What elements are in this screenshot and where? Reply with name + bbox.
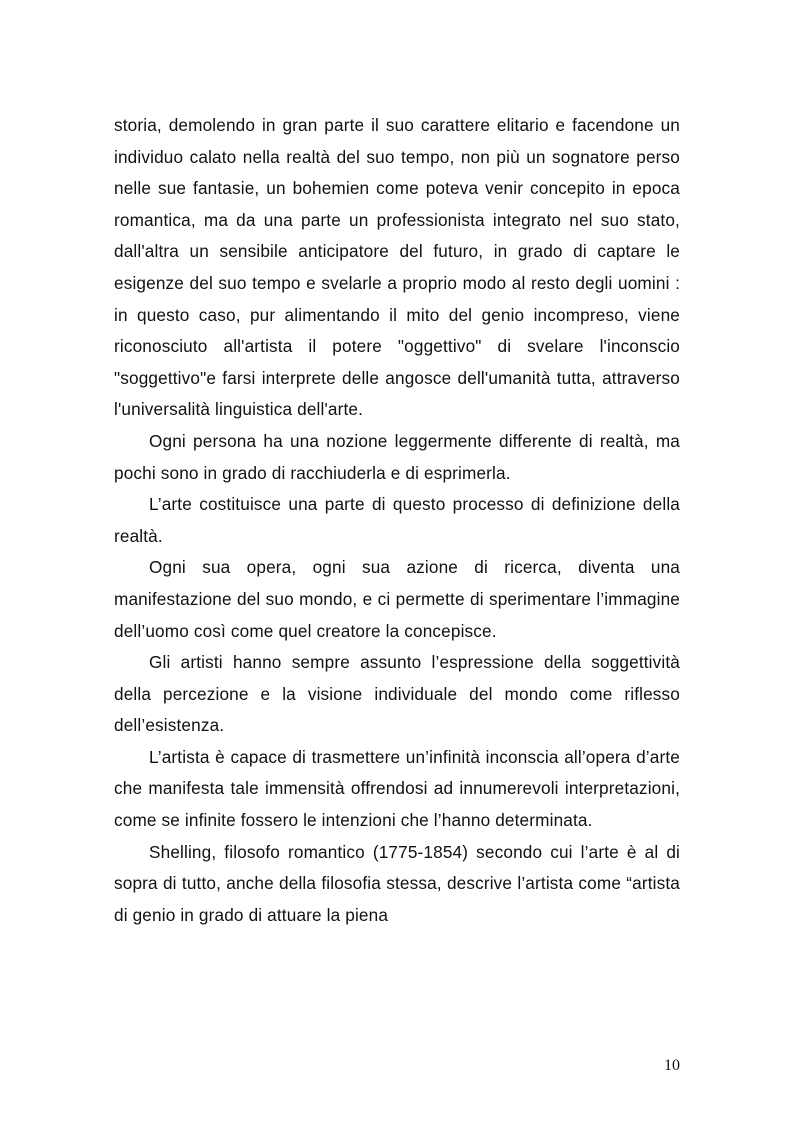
- paragraph-artwork-manifestation: Ogni sua opera, ogni sua azione di ricerca, diventa una manifestazione del suo mondo, e ci permette di sperimentare l’immagine dell’uomo così come quel creatore la concepisce.: [114, 557, 680, 641]
- document-body: [114, 110, 680, 931]
- paragraph-artists-subjectivity: Gli artisti hanno sempre assunto l’espressione della soggettività della percezione e la visione individuale del mondo come riflesso dell’esistenza.: [114, 652, 680, 736]
- paragraph-art-definition: L’arte costituisce una parte di questo processo di definizione della realtà.: [114, 494, 680, 546]
- page-number: 10: [664, 1057, 680, 1074]
- paragraph-shelling: Shelling, filosofo romantico (1775-1854) secondo cui l’arte è al di sopra di tutto, anche della filosofia stessa, descrive l’artista come “artista di genio in grado di attuare la piena: [114, 841, 680, 925]
- paragraph-continuation: storia, demolendo in gran parte il suo carattere elitario e facendone un individuo calato nella realtà del suo tempo, non più un sognatore perso nelle sue fantasie, un bohemien come poteva venir concepito in epoca romantica, ma da una parte un professionista integrato nel suo stato, dall'altra un sensibile anticipatore del futuro, in grado di captare le esigenze del suo tempo e svelarle a proprio modo al resto degli uomini : in questo caso, pur alimentando il mito del genio incompreso, viene riconosciuto all'artista il potere "oggettivo" di svelare l'inconscio "soggettivo"e farsi interprete delle angosce dell'umanità tutta, attraverso l'universalità linguistica dell'arte.: [114, 115, 680, 420]
- paragraph-reality-notion: Ogni persona ha una nozione leggermente differente di realtà, ma pochi sono in grado di racchiuderla e di esprimerla.: [114, 430, 680, 483]
- paragraph-artist-infinity: L’artista è capace di trasmettere un’infinità inconscia all’opera d’arte che manifesta tale immensità offrendosi ad innumerevoli interpretazioni, come se infinite fossero le intenzioni che l’hanno determinata.: [114, 746, 680, 831]
